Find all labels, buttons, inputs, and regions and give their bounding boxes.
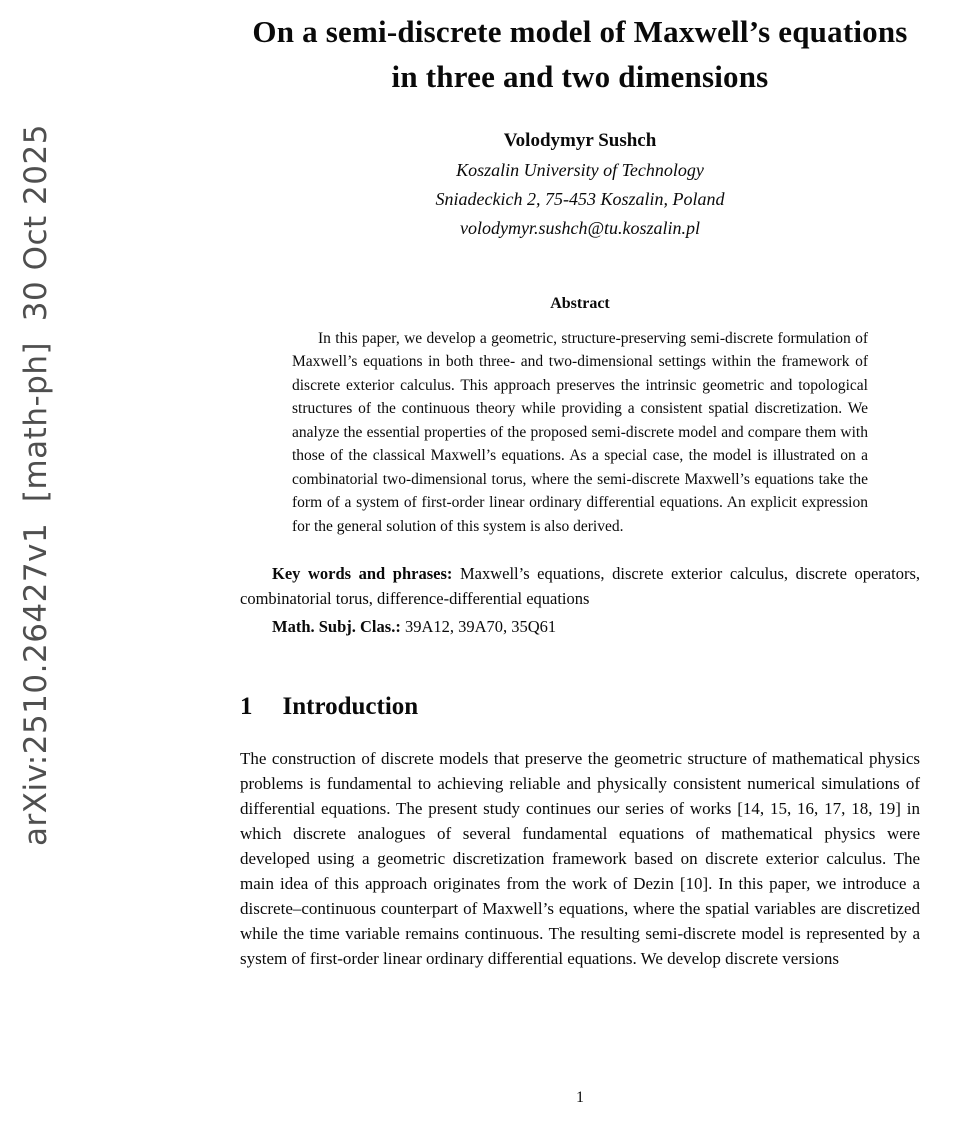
author-block (240, 126, 920, 243)
section-1-heading (240, 693, 920, 721)
keywords-text: Maxwell’s equations, discrete exterior calculus, discrete operators, combinatorial torus, difference-differential equations (240, 563, 920, 609)
arxiv-watermark: arXiv:2510.26427v1 [math-ph] 30 Oct 2025 (18, 124, 54, 846)
paper-title: On a semi-discrete model of Maxwell’s equations in three and two dimensions (252, 14, 908, 94)
page-number: 1 (576, 1089, 584, 1106)
text-column (240, 0, 920, 989)
msc-text: 39A12, 39A70, 35Q61 (400, 616, 557, 636)
author-address: Sniadeckich 2, 75-453 Koszalin, Poland (435, 189, 725, 210)
msc-block (240, 614, 920, 640)
section-1-number: 1 (240, 693, 253, 721)
keywords-block (240, 561, 920, 612)
abstract-heading: Abstract (550, 294, 610, 312)
abstract-text: In this paper, we develop a geometric, structure-preserving semi-discrete formulation of Maxwell’s equations in both three- and two-dimensional settings within the framework of discrete exterior calculus. This approach preserves the intrinsic geometric and topological structures of the continuous theory while providing a consistent spatial discretization. We analyze the essential properties of the proposed semi-discrete model and compare them with those of the classical Maxwell’s equations. As a special case, the model is illustrated on a combinatorial two-dimensional torus, where the semi-discrete Maxwell’s equations take the form of a system of first-order linear ordinary differential equations. An explicit expression for the general solution of this system is also derived. (292, 329, 868, 536)
introduction-paragraph: The construction of discrete models that preserve the geometric structure of mathematical physics problems is fundamental to achieving reliable and physically consistent numerical simulations of differential equations. The present study continues our series of works [14, 15, 16, 17, 18, 19] in which discrete analogues of several fundamental equations of mathematical physics were developed using a geometric discretization framework based on discrete exterior calculus. The main idea of this approach originates from the work of Dezin [10]. In this paper, we introduce a discrete–continuous counterpart of Maxwell’s equations, where the spatial variables are discretized while the time variable remains continuous. The resulting semi-discrete model is represented by a system of first-order linear ordinary differential equations. We develop discrete versions (240, 749, 920, 969)
author-affiliation: Koszalin University of Technology (456, 160, 704, 181)
keywords-label: Key words and phrases: (272, 563, 453, 583)
author-name: Volodymyr Sushch (503, 129, 657, 151)
section-1-title: Introduction (282, 693, 419, 721)
msc-label: Math. Subj. Clas.: (272, 616, 401, 636)
abstract-section (240, 295, 920, 539)
author-email: volodymyr.sushch@tu.koszalin.pl (459, 217, 701, 238)
